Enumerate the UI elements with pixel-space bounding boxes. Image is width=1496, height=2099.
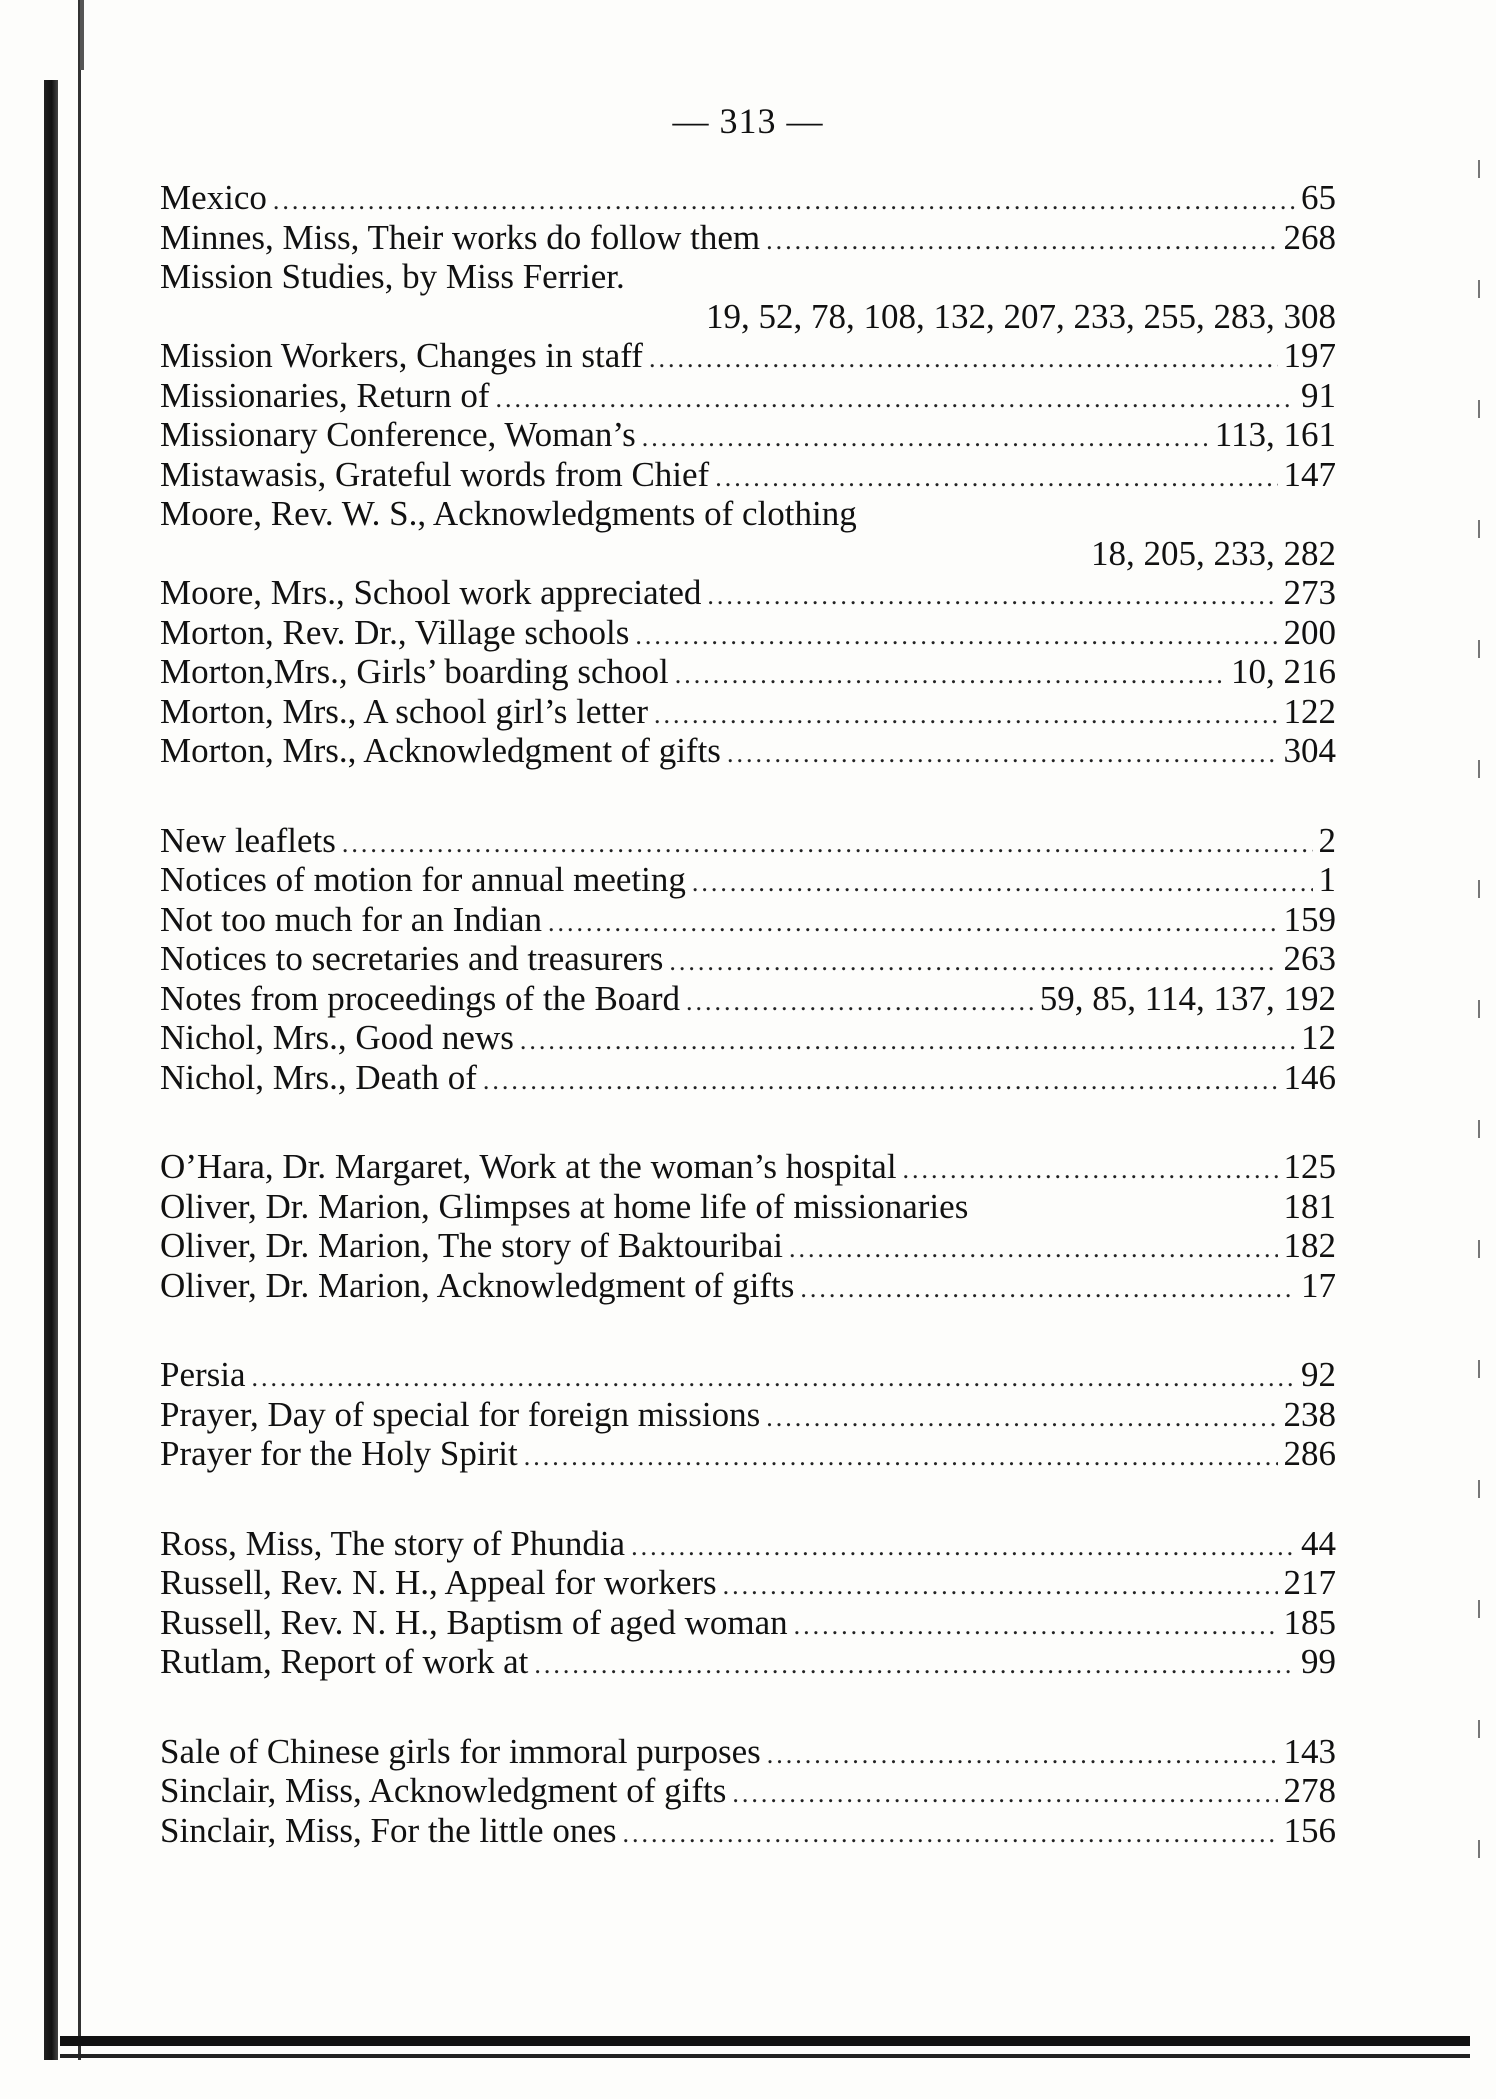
- index-entry: [160, 494, 1336, 534]
- binding-edge-top-mark: [80, 0, 84, 70]
- entry-label: Sinclair, Miss, For the little ones: [160, 1810, 617, 1850]
- index-entry: [160, 1811, 1336, 1851]
- leader-dots: [483, 1061, 1278, 1101]
- index-entry: [160, 979, 1336, 1019]
- entry-pages: 1: [1318, 860, 1336, 899]
- section-gap: [160, 1305, 1336, 1355]
- entry-label: Oliver, Dr. Marion, Acknowledgment of gifts: [160, 1265, 795, 1305]
- entry-label: Mistawasis, Grateful words from Chief: [160, 454, 710, 494]
- index-entry: [160, 1058, 1336, 1098]
- index-entry: [160, 1187, 1336, 1227]
- entry-label: Moore, Rev. W. S., Acknowledgments of clothing: [160, 494, 857, 533]
- index-entry: [160, 376, 1336, 416]
- entry-pages: 278: [1283, 1771, 1336, 1810]
- leader-dots: [534, 1645, 1295, 1685]
- leader-dots: [727, 734, 1278, 774]
- index-entry: [160, 939, 1336, 979]
- leader-dots: [649, 339, 1278, 379]
- entry-label: Mission Workers, Changes in staff: [160, 336, 643, 375]
- entry-pages: 263: [1283, 939, 1336, 978]
- entry-pages: 146: [1283, 1057, 1336, 1097]
- index-entry: [160, 1603, 1336, 1643]
- index-entry: [160, 336, 1336, 376]
- page-number: — 313 —: [672, 101, 824, 141]
- entry-label: Notices to secretaries and treasurers: [160, 939, 664, 978]
- leader-dots: [520, 1021, 1295, 1061]
- entry-label: O’Hara, Dr. Margaret, Work at the woman’s hospital: [160, 1147, 897, 1186]
- index-entry: [160, 821, 1336, 861]
- entry-label: Missionaries, Return of: [160, 375, 490, 415]
- entry-pages: 273: [1283, 573, 1336, 612]
- entry-label: Sinclair, Miss, Acknowledgment of gifts: [160, 1771, 727, 1810]
- entry-pages: 156: [1283, 1810, 1336, 1850]
- entry-label: Russell, Rev. N. H., Baptism of aged woman: [160, 1602, 788, 1642]
- leader-dots: [496, 379, 1295, 419]
- index-section: [160, 178, 1336, 771]
- index-entry: [160, 1434, 1336, 1474]
- index-entry: [160, 731, 1336, 771]
- index-section: [160, 1147, 1336, 1305]
- entry-pages: 181: [1283, 1186, 1336, 1226]
- entry-label: Persia: [160, 1355, 246, 1394]
- entry-pages: 122: [1283, 691, 1336, 731]
- entry-pages: 185: [1283, 1602, 1336, 1642]
- index-entry: [160, 860, 1336, 900]
- entry-pages: 12: [1301, 1018, 1336, 1057]
- index-section: [160, 1732, 1336, 1851]
- index-entry: [160, 1563, 1336, 1603]
- index-entry: [160, 1147, 1336, 1187]
- bottom-edge-rule: [60, 2036, 1470, 2046]
- leader-dots: [767, 1735, 1278, 1775]
- entry-label: Nichol, Mrs., Death of: [160, 1057, 477, 1097]
- leader-dots: [252, 1358, 1295, 1398]
- index-entry: [160, 1355, 1336, 1395]
- entry-page-continuation: 18, 205, 233, 282: [1091, 533, 1336, 573]
- index-entry: [160, 1732, 1336, 1772]
- entry-label: Morton, Rev. Dr., Village schools: [160, 612, 630, 652]
- entry-pages: 238: [1283, 1394, 1336, 1434]
- entry-label: Oliver, Dr. Marion, The story of Baktouribai: [160, 1226, 783, 1265]
- entry-label: Not too much for an Indian: [160, 899, 542, 939]
- entry-pages: 65: [1301, 178, 1336, 217]
- entry-label: Prayer for the Holy Spirit: [160, 1434, 518, 1473]
- entry-pages: 125: [1283, 1147, 1336, 1186]
- entry-pages: 91: [1301, 375, 1336, 415]
- entry-label: Moore, Mrs., School work appreciated: [160, 573, 702, 612]
- entry-pages: 92: [1301, 1355, 1336, 1394]
- leader-dots: [273, 181, 1295, 221]
- leader-dots: [766, 1398, 1277, 1438]
- entry-label: Russell, Rev. N. H., Appeal for workers: [160, 1563, 717, 1602]
- leader-dots: [903, 1150, 1278, 1190]
- entry-page-continuation: 19, 52, 78, 108, 132, 207, 233, 255, 283, 308: [706, 296, 1336, 336]
- entry-label: Morton, Mrs., Acknowledgment of gifts: [160, 731, 721, 770]
- leader-dots: [342, 824, 1313, 864]
- entry-label: Mission Studies, by Miss Ferrier.: [160, 257, 625, 296]
- index-entry: [160, 1642, 1336, 1682]
- index-entry: [160, 1395, 1336, 1435]
- index-entry: [160, 652, 1336, 692]
- entry-pages: 147: [1283, 454, 1336, 494]
- index-entry: [160, 455, 1336, 495]
- entry-label: Morton,Mrs., Girls’ boarding school: [160, 652, 669, 691]
- entry-pages: 217: [1283, 1563, 1336, 1602]
- index-entry: [160, 692, 1336, 732]
- entry-pages: 159: [1283, 899, 1336, 939]
- leader-dots: [548, 903, 1278, 943]
- entry-label: Nichol, Mrs., Good news: [160, 1018, 514, 1057]
- index-entry: [160, 1018, 1336, 1058]
- leader-dots: [715, 458, 1277, 498]
- entry-pages: 304: [1283, 731, 1336, 770]
- entry-label: New leaflets: [160, 820, 336, 860]
- index-section: [160, 1524, 1336, 1682]
- section-gap: [160, 1474, 1336, 1524]
- leader-dots: [623, 1814, 1278, 1854]
- entry-label: Notes from proceedings of the Board: [160, 978, 680, 1018]
- section-gap: [160, 1682, 1336, 1732]
- entry-pages: 59, 85, 114, 137, 192: [1039, 978, 1336, 1018]
- leader-dots: [692, 863, 1313, 903]
- leader-dots: [524, 1437, 1278, 1477]
- entry-label: Notices of motion for annual meeting: [160, 860, 686, 899]
- leader-dots: [631, 1527, 1295, 1567]
- section-gap: [160, 1097, 1336, 1147]
- leader-dots: [789, 1229, 1278, 1269]
- right-margin-marks: [1478, 160, 1480, 1860]
- entry-label: Oliver, Dr. Marion, Glimpses at home life of missionaries: [160, 1186, 969, 1226]
- index-entry: [160, 218, 1336, 258]
- entry-label: Missionary Conference, Woman’s: [160, 415, 636, 454]
- entry-label: Rutlam, Report of work at: [160, 1642, 529, 1681]
- entry-pages: 143: [1283, 1731, 1336, 1771]
- index-entry: [160, 415, 1336, 455]
- leader-dots: [635, 616, 1277, 656]
- index-entry: [160, 1226, 1336, 1266]
- binding-edge: [44, 80, 58, 2060]
- leader-dots: [723, 1566, 1278, 1606]
- binding-edge-line: [78, 0, 81, 2060]
- index-entry: [160, 257, 1336, 297]
- entry-pages: 182: [1283, 1226, 1336, 1265]
- entry-pages: 200: [1283, 612, 1336, 652]
- entry-label: Sale of Chinese girls for immoral purposes: [160, 1731, 761, 1771]
- entry-pages: 113, 161: [1214, 415, 1336, 454]
- entry-pages: 197: [1283, 336, 1336, 375]
- index-entry: [160, 573, 1336, 613]
- index-list: [160, 178, 1336, 1850]
- leader-dots: [642, 418, 1209, 458]
- entry-label: Ross, Miss, The story of Phundia: [160, 1523, 626, 1563]
- entry-pages: 286: [1283, 1434, 1336, 1473]
- leader-dots: [766, 221, 1277, 261]
- entry-label: Morton, Mrs., A school girl’s letter: [160, 691, 649, 731]
- leader-dots: [732, 1774, 1277, 1814]
- entry-pages: 268: [1283, 217, 1336, 257]
- entry-label: Minnes, Miss, Their works do follow them: [160, 217, 761, 257]
- leader-dots: [654, 695, 1277, 735]
- section-gap: [160, 771, 1336, 821]
- index-entry: [160, 178, 1336, 218]
- entry-label: Prayer, Day of special for foreign missions: [160, 1394, 761, 1434]
- index-entry: [160, 613, 1336, 653]
- leader-dots: [800, 1269, 1295, 1309]
- index-entry: [160, 1771, 1336, 1811]
- leader-dots: [675, 655, 1225, 695]
- entry-pages: 10, 216: [1231, 652, 1336, 691]
- leader-dots: [686, 982, 1034, 1022]
- entry-pages: 17: [1301, 1265, 1336, 1305]
- leader-dots: [707, 576, 1277, 616]
- index-section: [160, 821, 1336, 1098]
- entry-pages: 2: [1318, 820, 1336, 860]
- leader-dots: [794, 1606, 1278, 1646]
- entry-pages: 44: [1301, 1523, 1336, 1563]
- index-section: [160, 1355, 1336, 1474]
- entry-label: Mexico: [160, 178, 267, 217]
- index-entry: [160, 900, 1336, 940]
- index-entry: [160, 1524, 1336, 1564]
- bottom-edge-rule-secondary: [60, 2054, 1470, 2058]
- leader-dots: [669, 942, 1277, 982]
- index-entry: [160, 1266, 1336, 1306]
- entry-pages: 99: [1301, 1642, 1336, 1681]
